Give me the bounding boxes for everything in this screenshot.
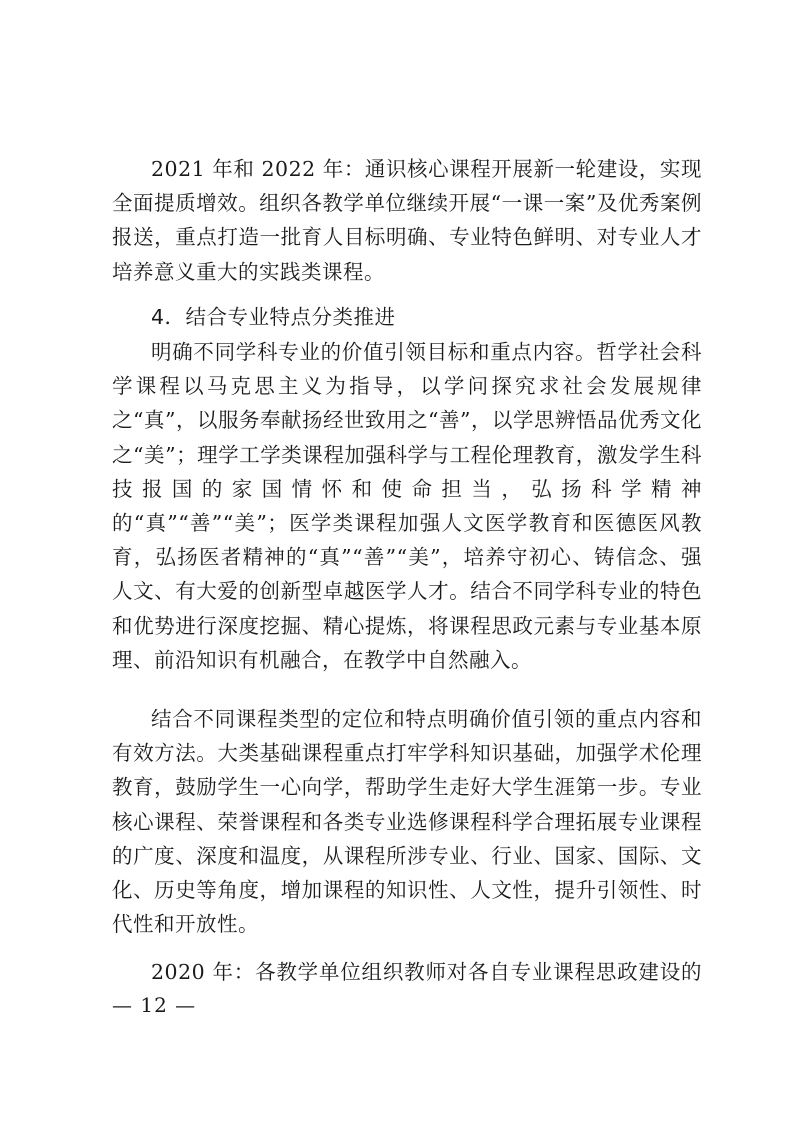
paragraph-2020: 2020 年：各教学单位组织教师对各自专业课程思政建设的 bbox=[151, 960, 702, 984]
paragraph-2021-2022: 2021 年和 2022 年：通识核心课程开展新一轮建设，实现全面提质增效。组织各教学单位继续开展“一课一案”及优秀案例报送，重点打造一批育人目标明确、专业特色鲜明、对专业人才培养意义重大的实践类课程。 bbox=[112, 157, 702, 284]
section-heading-4: 4．结合专业特点分类推进 bbox=[151, 305, 396, 329]
page-number: — 12 — bbox=[112, 993, 197, 1017]
paragraph-course-types: 结合不同课程类型的定位和特点明确价值引领的重点内容和有效方法。大类基础课程重点打牢学科知识基础，加强学术伦理教育，鼓励学生一心向学，帮助学生走好大学生涯第一步。专业核心课程、荣誉课程和各类专业选修课程科学合理拓展专业课程的广度、深度和温度，从课程所涉专业、行业、国家、国际、文化、历史等角度，增加课程的知识性、人文性，提升引领性、时代性和开放性。 bbox=[112, 707, 702, 937]
paragraph-discipline-goals: 明确不同学科专业的价值引领目标和重点内容。哲学社会科学课程以马克思主义为指导，以学问探究求社会发展规律之“真”，以服务奉献扬经世致用之“善”，以学思辨悟品优秀文化之“美”；理学工学类课程加强科学与工程伦理教育，激发学生科技报国的家国情怀和使命担当，弘扬科学精神的“真”“善”“美”；医学类课程加强人文医学教育和医德医风教育，弘扬医者精神的“真”“善”“美”，培养守初心、铸信念、强人文、有大爱的创新型卓越医学人才。结合不同学科专业的特色和优势进行深度挖掘、精心提炼，将课程思政元素与专业基本原理、前沿知识有机融合，在教学中自然融入。 bbox=[112, 340, 702, 672]
